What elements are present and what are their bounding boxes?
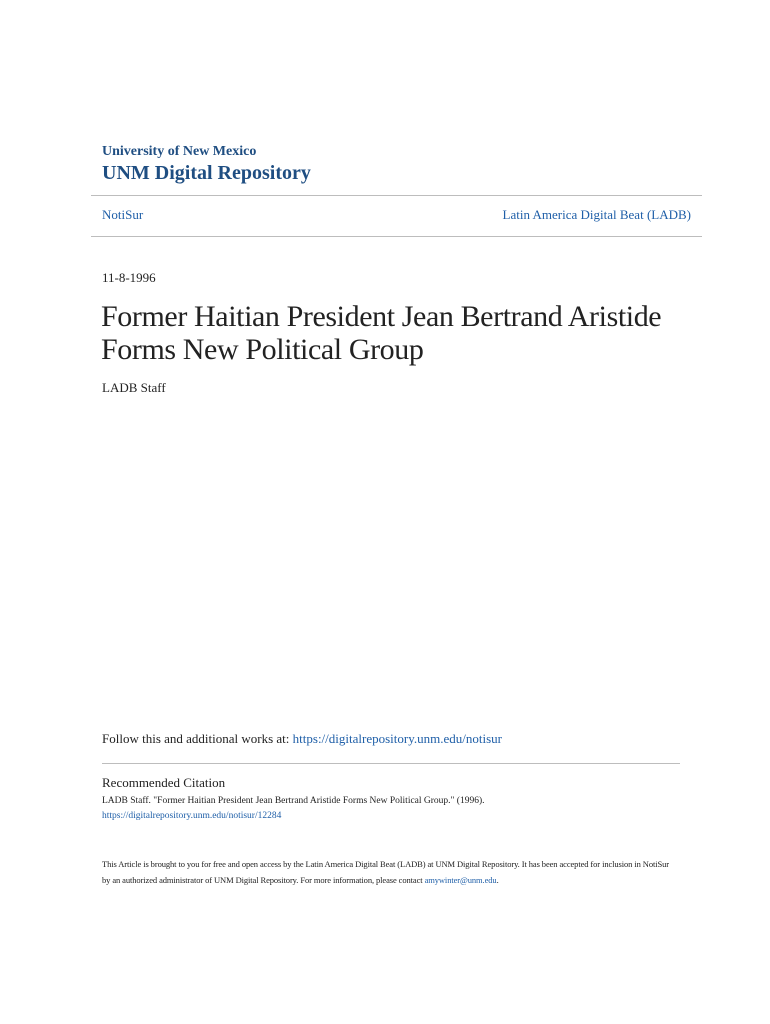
title-line-1: Former Haitian President Jean Bertrand Aristide (101, 300, 662, 333)
citation-link[interactable]: https://digitalrepository.unm.edu/notisur/12284 (102, 811, 282, 821)
citation-text: LADB Staff. "Former Haitian President Jean Bertrand Aristide Forms New Political Group." (1996). (102, 796, 485, 806)
series-divider (91, 236, 702, 237)
contact-email-link[interactable]: amywinter@unm.edu (424, 875, 497, 885)
series-link-notisur[interactable]: NotiSur (102, 207, 144, 222)
university-name: University of New Mexico (102, 144, 257, 159)
article-author: LADB Staff (102, 380, 166, 395)
notice-text: This Article is brought to you for free and open access by the Latin America Digital Beat (LADB) at UNM Digital Repository. It has been accepted for inclusion in NotiSur by an authorized administrator of UNM Digital Repository. For more information, please contact (102, 859, 670, 885)
publication-date: 11-8-1996 (102, 270, 156, 285)
title-line-2: Forms New Political Group (101, 333, 424, 366)
citation-divider (102, 763, 680, 764)
article-title (101, 300, 701, 366)
access-notice (102, 856, 672, 888)
follow-line (102, 731, 502, 747)
top-divider (91, 195, 702, 196)
citation-heading: Recommended Citation (102, 775, 226, 790)
series-link-ladb[interactable]: Latin America Digital Beat (LADB) (502, 207, 691, 222)
follow-link[interactable]: https://digitalrepository.unm.edu/notisur (292, 731, 502, 746)
notice-end: . (496, 875, 499, 885)
follow-prefix: Follow this and additional works at: (102, 731, 293, 746)
repository-name: UNM Digital Repository (102, 162, 311, 184)
